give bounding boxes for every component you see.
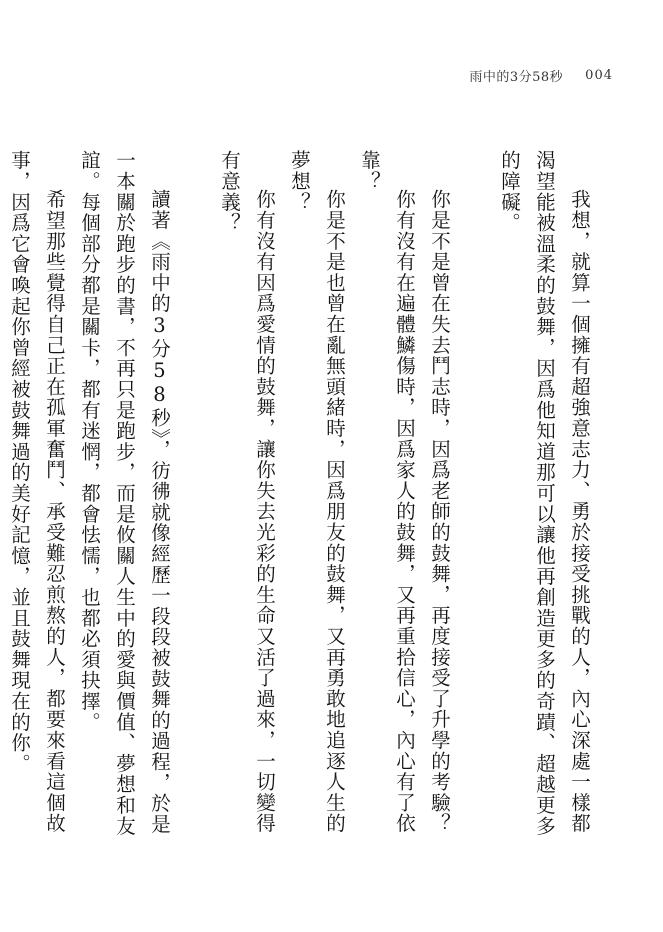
question-family: 你有沒有在遍體鱗傷時，因爲家人的鼓舞，又再重拾信心，內心有了依靠？ bbox=[358, 150, 416, 834]
question-friends: 你是不是也曾在亂無頭緒時，因爲朋友的鼓舞，又再勇敢地追逐人生的夢想？ bbox=[288, 150, 346, 834]
book-title: 雨中的3分58秒 bbox=[469, 70, 564, 85]
page-number: 004 bbox=[585, 68, 613, 83]
paragraph-hope: 希望那些覺得自己正在孤軍奮鬥、承受難忍煎熬的人，都要來看這個故事，因爲它會喚起你曾經被鼓舞過的美好記憶，並且鼓舞現在的你。 bbox=[8, 150, 66, 834]
paragraph-courage: 我想，就算一個擁有超強意志力、勇於接受挑戰的人，內心深處一樣都渴望能被溫柔的鼓舞，因爲他知道那可以讓他再創造更多的奇蹟、超越更多的障礙。 bbox=[498, 150, 591, 837]
paragraph-gap bbox=[177, 150, 212, 840]
question-teacher: 你是不是曾在失去鬥志時，因爲老師的鼓舞，再度接受了升學的考驗？ bbox=[428, 189, 451, 834]
paragraph-reading: 讀著《雨中的3分58秒》，彷彿就像經歷一段段被鼓舞的過程，於是一本關於跑步的書，不再只是跑步，而是攸關人生中的愛與價值、夢想和友誼。每個部分都是關卡，都有迷惘，都會怯懦，也都必須抉擇。 bbox=[78, 150, 171, 837]
running-header bbox=[469, 66, 613, 85]
paragraph-gap bbox=[457, 150, 492, 840]
vertical-text-block bbox=[2, 150, 597, 840]
question-love: 你有沒有因爲愛情的鼓舞，讓你失去光彩的生命又活了過來，一切變得有意義？ bbox=[218, 150, 276, 834]
